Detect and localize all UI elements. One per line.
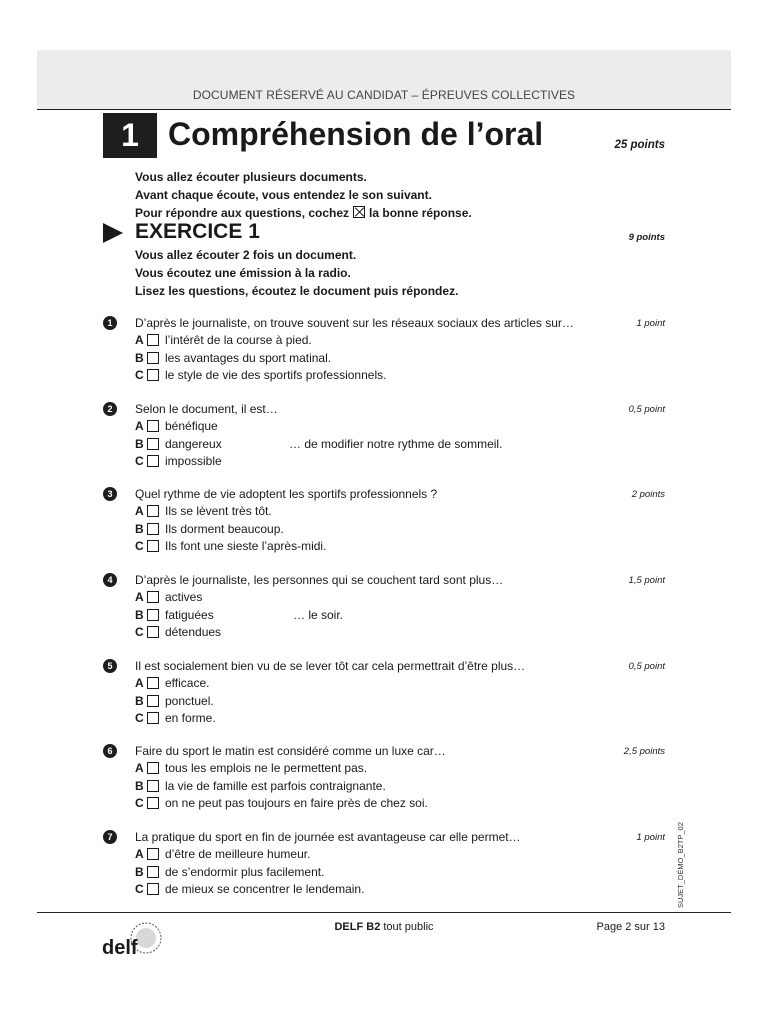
page-number: Page 2 sur 13 (596, 921, 665, 933)
option-letter: A (135, 333, 144, 347)
question-suffix: … le soir. (293, 607, 344, 622)
intro-line-end: la bonne réponse. (369, 206, 472, 220)
answer-option[interactable] (135, 675, 209, 692)
question-text: D’après le journaliste, les personnes qui se couchent tard sont plus… (135, 573, 504, 587)
exercise-title: EXERCICE 1 (135, 220, 260, 243)
question-points: 2 points (631, 489, 665, 500)
answer-checkbox[interactable] (147, 677, 159, 689)
question-points: 2,5 points (623, 746, 665, 757)
answer-checkbox[interactable] (147, 797, 159, 809)
question-number: 5 (103, 659, 117, 673)
question-number: 2 (103, 402, 117, 416)
option-letter: C (135, 882, 144, 896)
option-letter: A (135, 847, 144, 861)
option-text: de mieux se concentrer le lendemain. (165, 882, 365, 896)
answer-option[interactable] (135, 350, 331, 367)
exercise-instructions (135, 246, 458, 300)
question-text: La pratique du sport en fin de journée est avantageuse car elle permet… (135, 830, 521, 844)
answer-checkbox[interactable] (147, 780, 159, 792)
answer-checkbox[interactable] (147, 626, 159, 638)
answer-checkbox[interactable] (147, 591, 159, 603)
option-text: les avantages du sport matinal. (165, 350, 332, 365)
answer-option[interactable] (135, 418, 218, 435)
answer-checkbox[interactable] (147, 369, 159, 381)
question-text: Quel rythme de vie adoptent les sportifs professionnels ? (135, 487, 438, 501)
option-letter: B (135, 778, 144, 793)
instruction-line: Lisez les questions, écoutez le document puis répondez. (135, 284, 459, 298)
option-text: d’être de meilleure humeur. (165, 847, 311, 861)
answer-option[interactable] (135, 607, 214, 624)
question-text: Selon le document, il est… (135, 402, 278, 416)
section-points: 25 points (614, 139, 665, 151)
answer-option[interactable] (135, 589, 202, 606)
option-text: en forme. (165, 711, 216, 725)
section-number: 1 (103, 113, 157, 158)
answer-checkbox[interactable] (147, 762, 159, 774)
answer-option[interactable] (135, 367, 386, 384)
answer-checkbox[interactable] (147, 866, 159, 878)
option-text: bénéfique (165, 419, 218, 433)
option-text: ponctuel. (165, 693, 214, 708)
option-letter: A (135, 419, 144, 433)
option-text: fatiguées (165, 607, 214, 622)
option-text: dangereux (165, 436, 222, 451)
checked-box-icon (353, 206, 365, 218)
answer-option[interactable] (135, 624, 221, 641)
answer-option[interactable] (135, 521, 284, 538)
option-text: Ils font une sieste l’après-midi. (165, 539, 327, 553)
option-letter: B (135, 864, 144, 879)
option-letter: A (135, 590, 144, 604)
option-letter: C (135, 368, 144, 382)
question-points: 1,5 point (628, 575, 665, 586)
answer-checkbox[interactable] (147, 352, 159, 364)
question-number: 3 (103, 487, 117, 501)
option-text: Ils dorment beaucoup. (165, 521, 284, 536)
play-arrow-icon (103, 223, 123, 243)
instruction-line: Vous allez écouter 2 fois un document. (135, 248, 357, 262)
question-points: 0,5 point (628, 404, 665, 415)
question-number: 1 (103, 316, 117, 330)
answer-option[interactable] (135, 538, 326, 555)
option-letter: B (135, 607, 144, 622)
instruction-line: Vous écoutez une émission à la radio. (135, 266, 351, 280)
exercise-points: 9 points (628, 232, 665, 243)
header-text: DOCUMENT RÉSERVÉ AU CANDIDAT – ÉPREUVES COLLECTIVES (192, 88, 576, 102)
answer-option[interactable] (135, 760, 367, 777)
option-text: l’intérêt de la course à pied. (165, 333, 312, 347)
answer-checkbox[interactable] (147, 712, 159, 724)
answer-option[interactable] (135, 503, 272, 520)
option-letter: C (135, 796, 144, 810)
answer-option[interactable] (135, 436, 222, 453)
question-points: 1 point (636, 832, 665, 843)
answer-checkbox[interactable] (147, 695, 159, 707)
document-code: SUJET_DÉMO_B2TP_02 (676, 822, 685, 908)
answer-checkbox[interactable] (147, 609, 159, 621)
section-title: Compréhension de l’oral (168, 116, 544, 152)
answer-checkbox[interactable] (147, 334, 159, 346)
option-text: de s’endormir plus facilement. (165, 864, 325, 879)
question-points: 0,5 point (628, 661, 665, 672)
footer-divider (37, 912, 731, 913)
option-letter: C (135, 711, 144, 725)
question-points: 1 point (636, 318, 665, 329)
option-text: la vie de famille est parfois contraignante. (165, 778, 386, 793)
answer-checkbox[interactable] (147, 455, 159, 467)
question-text: D’après le journaliste, on trouve souvent sur les réseaux sociaux des articles sur… (135, 316, 574, 330)
option-letter: B (135, 436, 144, 451)
question-number: 6 (103, 744, 117, 758)
option-letter: A (135, 504, 144, 518)
question-suffix: … de modifier notre rythme de sommeil. (289, 436, 503, 451)
answer-checkbox[interactable] (147, 438, 159, 450)
answer-checkbox[interactable] (147, 883, 159, 895)
option-letter: A (135, 761, 144, 775)
section-intro (135, 168, 472, 222)
option-text: Ils se lèvent très tôt. (165, 504, 272, 518)
answer-checkbox[interactable] (147, 523, 159, 535)
logo-wordmark: delf (102, 937, 138, 959)
answer-option[interactable] (135, 778, 386, 795)
question-text: Faire du sport le matin est considéré comme un luxe car… (135, 744, 446, 758)
option-letter: C (135, 625, 144, 639)
answer-option[interactable] (135, 864, 324, 881)
option-text: impossible (165, 454, 222, 468)
option-letter: B (135, 521, 144, 536)
option-letter: C (135, 454, 144, 468)
option-text: actives (165, 590, 203, 604)
option-text: efficace. (165, 676, 210, 690)
answer-option[interactable] (135, 710, 216, 727)
answer-option[interactable] (135, 846, 310, 863)
intro-line: Vous allez écouter plusieurs documents. (135, 170, 367, 184)
question-number: 7 (103, 830, 117, 844)
option-letter: C (135, 539, 144, 553)
option-letter: B (135, 350, 144, 365)
question-text: Il est socialement bien vu de se lever tôt car cela permettrait d’être plus… (135, 659, 526, 673)
answer-option[interactable] (135, 332, 312, 349)
option-text: détendues (165, 625, 222, 639)
option-text: on ne peut pas toujours en faire près de chez soi. (165, 796, 428, 810)
answer-option[interactable] (135, 881, 364, 898)
option-letter: B (135, 693, 144, 708)
intro-line: Avant chaque écoute, vous entendez le son suivant. (135, 188, 432, 202)
header-divider (37, 109, 731, 110)
exam-audience: tout public (380, 921, 434, 933)
delf-logo (100, 916, 164, 962)
answer-checkbox[interactable] (147, 505, 159, 517)
exam-level: DELF B2 (334, 921, 381, 933)
option-text: tous les emplois ne le permettent pas. (165, 761, 368, 775)
answer-option[interactable] (135, 795, 428, 812)
answer-checkbox[interactable] (147, 540, 159, 552)
intro-line-start: Pour répondre aux questions, cochez (135, 206, 350, 220)
answer-checkbox[interactable] (147, 420, 159, 432)
option-text: le style de vie des sportifs professionnels. (165, 368, 387, 382)
answer-checkbox[interactable] (147, 848, 159, 860)
answer-option[interactable] (135, 693, 214, 710)
answer-option[interactable] (135, 453, 222, 470)
question-number: 4 (103, 573, 117, 587)
option-letter: A (135, 676, 144, 690)
